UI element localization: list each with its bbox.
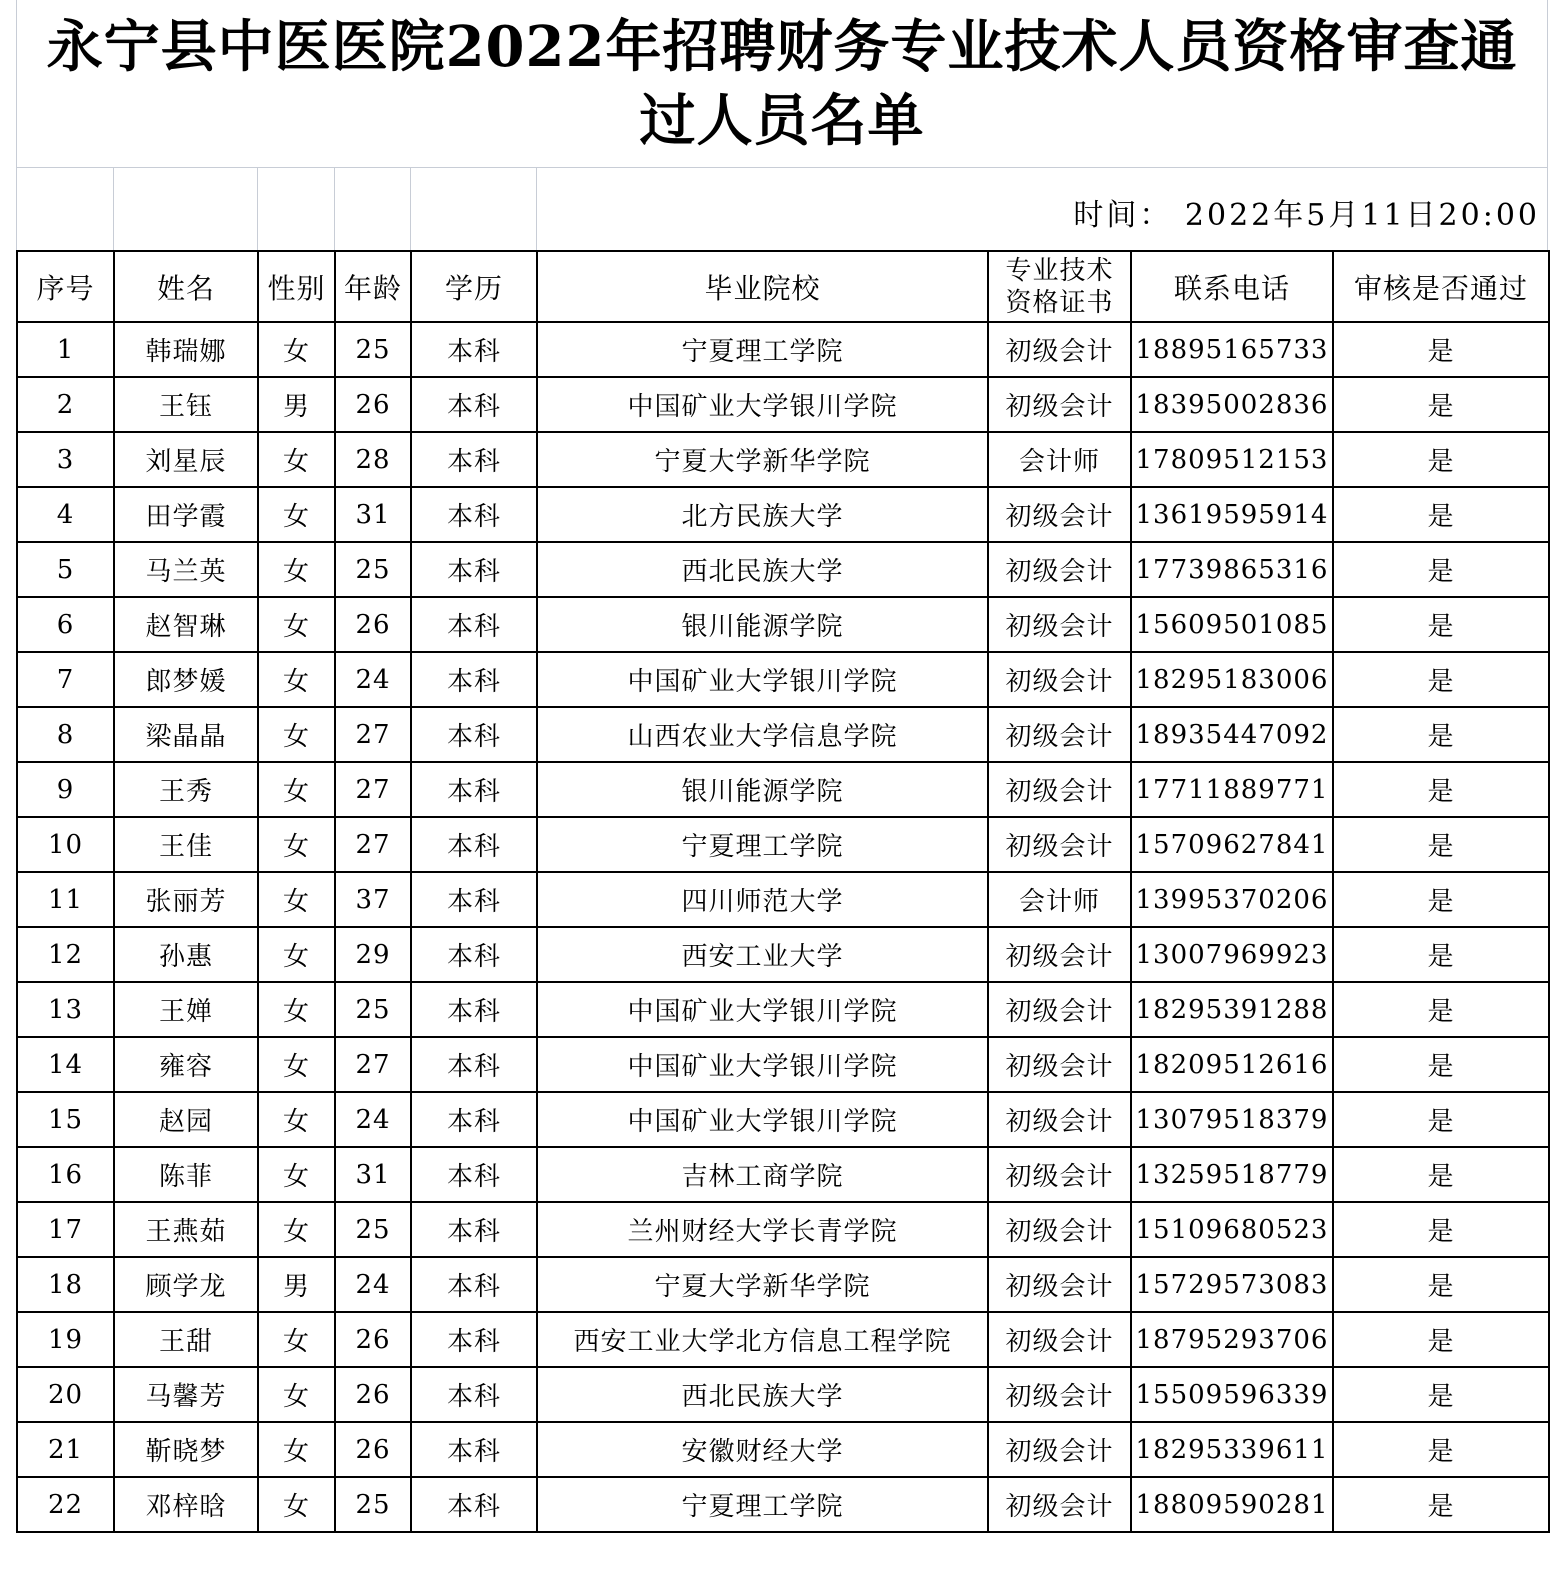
table-row <box>17 1312 1549 1367</box>
cell-school: 吉林工商学院 <box>537 1147 988 1202</box>
cell-name: 王婵 <box>114 982 258 1037</box>
cell-certificate: 初级会计 <box>988 762 1131 817</box>
cell-phone: 15729573083 <box>1131 1257 1333 1312</box>
roster-body <box>17 322 1549 1532</box>
cell-phone: 13007969923 <box>1131 927 1333 982</box>
cell-school: 银川能源学院 <box>537 597 988 652</box>
cell-education: 本科 <box>411 1147 537 1202</box>
cell-certificate: 初级会计 <box>988 487 1131 542</box>
grid-line <box>1547 168 1548 250</box>
cell-certificate: 初级会计 <box>988 817 1131 872</box>
header-certificate-line-1: 专业技术 <box>1005 255 1114 286</box>
cell-certificate: 初级会计 <box>988 1422 1131 1477</box>
cell-phone: 18295391288 <box>1131 982 1333 1037</box>
cell-education: 本科 <box>411 1422 537 1477</box>
cell-passed: 是 <box>1333 1477 1549 1532</box>
cell-education: 本科 <box>411 982 537 1037</box>
cell-school: 西北民族大学 <box>537 1367 988 1422</box>
cell-school: 山西农业大学信息学院 <box>537 707 988 762</box>
header-certificate <box>988 251 1131 322</box>
header-age: 年龄 <box>335 251 411 322</box>
cell-name: 马兰英 <box>114 542 258 597</box>
cell-seq: 3 <box>17 432 114 487</box>
cell-education: 本科 <box>411 1037 537 1092</box>
cell-certificate: 初级会计 <box>988 322 1131 377</box>
cell-gender: 男 <box>258 377 335 432</box>
time-row <box>16 168 1548 250</box>
cell-phone: 15709627841 <box>1131 817 1333 872</box>
cell-age: 31 <box>335 487 411 542</box>
cell-phone: 13619595914 <box>1131 487 1333 542</box>
cell-seq: 16 <box>17 1147 114 1202</box>
cell-passed: 是 <box>1333 927 1549 982</box>
cell-education: 本科 <box>411 1312 537 1367</box>
page-title-line-2: 过人员名单 <box>639 88 925 154</box>
cell-passed: 是 <box>1333 652 1549 707</box>
cell-school: 西北民族大学 <box>537 542 988 597</box>
cell-education: 本科 <box>411 817 537 872</box>
cell-name: 顾学龙 <box>114 1257 258 1312</box>
grid-line <box>16 168 17 250</box>
cell-education: 本科 <box>411 1092 537 1147</box>
cell-seq: 1 <box>17 322 114 377</box>
cell-school: 中国矿业大学银川学院 <box>537 377 988 432</box>
cell-gender: 女 <box>258 1477 335 1532</box>
cell-name: 刘星辰 <box>114 432 258 487</box>
cell-education: 本科 <box>411 542 537 597</box>
cell-certificate: 初级会计 <box>988 982 1131 1037</box>
title-block <box>16 0 1548 168</box>
cell-education: 本科 <box>411 652 537 707</box>
cell-name: 梁晶晶 <box>114 707 258 762</box>
cell-school: 中国矿业大学银川学院 <box>537 1037 988 1092</box>
cell-passed: 是 <box>1333 762 1549 817</box>
cell-gender: 女 <box>258 1037 335 1092</box>
cell-passed: 是 <box>1333 1037 1549 1092</box>
cell-phone: 17739865316 <box>1131 542 1333 597</box>
table-row <box>17 597 1549 652</box>
cell-name: 张丽芳 <box>114 872 258 927</box>
cell-seq: 7 <box>17 652 114 707</box>
cell-phone: 13259518779 <box>1131 1147 1333 1202</box>
cell-seq: 10 <box>17 817 114 872</box>
cell-age: 26 <box>335 377 411 432</box>
cell-seq: 11 <box>17 872 114 927</box>
cell-name: 赵智琳 <box>114 597 258 652</box>
cell-age: 27 <box>335 1037 411 1092</box>
cell-name: 王钰 <box>114 377 258 432</box>
cell-gender: 女 <box>258 1147 335 1202</box>
cell-passed: 是 <box>1333 1312 1549 1367</box>
cell-phone: 15109680523 <box>1131 1202 1333 1257</box>
cell-education: 本科 <box>411 872 537 927</box>
cell-name: 王甜 <box>114 1312 258 1367</box>
cell-passed: 是 <box>1333 817 1549 872</box>
cell-seq: 19 <box>17 1312 114 1367</box>
table-row <box>17 1257 1549 1312</box>
cell-certificate: 初级会计 <box>988 652 1131 707</box>
cell-name: 马馨芳 <box>114 1367 258 1422</box>
cell-passed: 是 <box>1333 1147 1549 1202</box>
roster-sheet <box>16 0 1548 1556</box>
cell-passed: 是 <box>1333 1257 1549 1312</box>
cell-age: 25 <box>335 322 411 377</box>
cell-education: 本科 <box>411 1257 537 1312</box>
cell-age: 28 <box>335 432 411 487</box>
grid-line <box>536 168 537 250</box>
cell-certificate: 会计师 <box>988 432 1131 487</box>
cell-age: 27 <box>335 817 411 872</box>
cell-age: 27 <box>335 762 411 817</box>
cell-phone: 18295183006 <box>1131 652 1333 707</box>
cell-school: 宁夏大学新华学院 <box>537 432 988 487</box>
cell-education: 本科 <box>411 597 537 652</box>
cell-certificate: 初级会计 <box>988 1037 1131 1092</box>
cell-school: 中国矿业大学银川学院 <box>537 652 988 707</box>
cell-seq: 22 <box>17 1477 114 1532</box>
cell-age: 31 <box>335 1147 411 1202</box>
cell-gender: 女 <box>258 432 335 487</box>
cell-passed: 是 <box>1333 1367 1549 1422</box>
header-name: 姓名 <box>114 251 258 322</box>
table-row <box>17 487 1549 542</box>
cell-age: 24 <box>335 652 411 707</box>
cell-gender: 女 <box>258 597 335 652</box>
grid-line <box>334 168 335 250</box>
page-title-line-1: 永宁县中医医院2022年招聘财务专业技术人员资格审查通 <box>46 14 1518 80</box>
cell-gender: 女 <box>258 542 335 597</box>
timestamp: 时间： 2022年5月11日20:00 <box>1073 198 1540 233</box>
cell-name: 韩瑞娜 <box>114 322 258 377</box>
grid-line <box>410 168 411 250</box>
table-row <box>17 1367 1549 1422</box>
cell-seq: 20 <box>17 1367 114 1422</box>
cell-name: 王秀 <box>114 762 258 817</box>
table-row <box>17 1037 1549 1092</box>
header-school: 毕业院校 <box>537 251 988 322</box>
cell-name: 陈菲 <box>114 1147 258 1202</box>
table-row <box>17 872 1549 927</box>
cell-age: 24 <box>335 1257 411 1312</box>
table-row <box>17 762 1549 817</box>
cell-gender: 女 <box>258 652 335 707</box>
cell-gender: 女 <box>258 1367 335 1422</box>
cell-name: 王佳 <box>114 817 258 872</box>
table-row <box>17 322 1549 377</box>
cell-school: 中国矿业大学银川学院 <box>537 1092 988 1147</box>
cell-seq: 15 <box>17 1092 114 1147</box>
cell-school: 西安工业大学北方信息工程学院 <box>537 1312 988 1367</box>
cell-phone: 18935447092 <box>1131 707 1333 762</box>
cell-name: 赵园 <box>114 1092 258 1147</box>
cell-passed: 是 <box>1333 377 1549 432</box>
cell-passed: 是 <box>1333 1202 1549 1257</box>
cell-phone: 15509596339 <box>1131 1367 1333 1422</box>
cell-name: 王燕茹 <box>114 1202 258 1257</box>
cell-age: 25 <box>335 542 411 597</box>
cell-phone: 18209512616 <box>1131 1037 1333 1092</box>
cell-seq: 2 <box>17 377 114 432</box>
cell-school: 宁夏理工学院 <box>537 322 988 377</box>
cell-gender: 女 <box>258 1202 335 1257</box>
cell-age: 26 <box>335 1422 411 1477</box>
cell-school: 四川师范大学 <box>537 872 988 927</box>
cell-certificate: 初级会计 <box>988 1092 1131 1147</box>
header-seq: 序号 <box>17 251 114 322</box>
cell-passed: 是 <box>1333 487 1549 542</box>
cell-name: 孙惠 <box>114 927 258 982</box>
cell-age: 37 <box>335 872 411 927</box>
cell-certificate: 会计师 <box>988 872 1131 927</box>
cell-seq: 12 <box>17 927 114 982</box>
cell-education: 本科 <box>411 377 537 432</box>
cell-phone: 13995370206 <box>1131 872 1333 927</box>
cell-name: 郎梦媛 <box>114 652 258 707</box>
cell-phone: 17809512153 <box>1131 432 1333 487</box>
cell-phone: 18795293706 <box>1131 1312 1333 1367</box>
cell-passed: 是 <box>1333 1422 1549 1477</box>
cell-certificate: 初级会计 <box>988 597 1131 652</box>
cell-school: 兰州财经大学长青学院 <box>537 1202 988 1257</box>
cell-seq: 14 <box>17 1037 114 1092</box>
cell-gender: 女 <box>258 1312 335 1367</box>
cell-phone: 18809590281 <box>1131 1477 1333 1532</box>
cell-age: 27 <box>335 707 411 762</box>
cell-education: 本科 <box>411 487 537 542</box>
cell-passed: 是 <box>1333 322 1549 377</box>
cell-gender: 女 <box>258 1422 335 1477</box>
table-row <box>17 377 1549 432</box>
cell-passed: 是 <box>1333 872 1549 927</box>
cell-gender: 女 <box>258 982 335 1037</box>
cell-age: 25 <box>335 1202 411 1257</box>
cell-phone: 17711889771 <box>1131 762 1333 817</box>
cell-certificate: 初级会计 <box>988 1477 1131 1532</box>
cell-certificate: 初级会计 <box>988 927 1131 982</box>
cell-gender: 女 <box>258 322 335 377</box>
cell-school: 北方民族大学 <box>537 487 988 542</box>
cell-age: 26 <box>335 597 411 652</box>
table-row <box>17 1202 1549 1257</box>
table-row <box>17 1422 1549 1477</box>
cell-gender: 男 <box>258 1257 335 1312</box>
table-row <box>17 652 1549 707</box>
table-row <box>17 542 1549 597</box>
cell-school: 宁夏理工学院 <box>537 1477 988 1532</box>
header-gender: 性别 <box>258 251 335 322</box>
cell-certificate: 初级会计 <box>988 542 1131 597</box>
cell-age: 26 <box>335 1312 411 1367</box>
cell-passed: 是 <box>1333 597 1549 652</box>
cell-education: 本科 <box>411 707 537 762</box>
cell-school: 西安工业大学 <box>537 927 988 982</box>
cell-certificate: 初级会计 <box>988 707 1131 762</box>
cell-phone: 18895165733 <box>1131 322 1333 377</box>
cell-age: 25 <box>335 982 411 1037</box>
header-row <box>17 251 1549 322</box>
table-row <box>17 1092 1549 1147</box>
cell-school: 宁夏理工学院 <box>537 817 988 872</box>
cell-gender: 女 <box>258 707 335 762</box>
cell-passed: 是 <box>1333 542 1549 597</box>
cell-education: 本科 <box>411 927 537 982</box>
cell-passed: 是 <box>1333 1092 1549 1147</box>
cell-education: 本科 <box>411 322 537 377</box>
cell-phone: 13079518379 <box>1131 1092 1333 1147</box>
cell-seq: 17 <box>17 1202 114 1257</box>
cell-passed: 是 <box>1333 982 1549 1037</box>
cell-school: 银川能源学院 <box>537 762 988 817</box>
cell-gender: 女 <box>258 817 335 872</box>
cell-certificate: 初级会计 <box>988 1257 1131 1312</box>
header-passed: 审核是否通过 <box>1333 251 1549 322</box>
cell-certificate: 初级会计 <box>988 1312 1131 1367</box>
roster-table <box>16 250 1550 1533</box>
cell-seq: 5 <box>17 542 114 597</box>
grid-line <box>113 168 114 250</box>
cell-seq: 21 <box>17 1422 114 1477</box>
table-row <box>17 982 1549 1037</box>
cell-seq: 4 <box>17 487 114 542</box>
cell-phone: 18295339611 <box>1131 1422 1333 1477</box>
table-row <box>17 707 1549 762</box>
table-row <box>17 817 1549 872</box>
cell-name: 田学霞 <box>114 487 258 542</box>
cell-certificate: 初级会计 <box>988 1147 1131 1202</box>
cell-age: 24 <box>335 1092 411 1147</box>
cell-certificate: 初级会计 <box>988 1202 1131 1257</box>
cell-phone: 18395002836 <box>1131 377 1333 432</box>
cell-education: 本科 <box>411 1202 537 1257</box>
cell-gender: 女 <box>258 927 335 982</box>
cell-certificate: 初级会计 <box>988 1367 1131 1422</box>
cell-education: 本科 <box>411 432 537 487</box>
cell-seq: 6 <box>17 597 114 652</box>
cell-name: 雍容 <box>114 1037 258 1092</box>
table-row <box>17 1477 1549 1532</box>
cell-passed: 是 <box>1333 707 1549 762</box>
cell-school: 宁夏大学新华学院 <box>537 1257 988 1312</box>
cell-education: 本科 <box>411 1477 537 1532</box>
cell-gender: 女 <box>258 487 335 542</box>
cell-age: 25 <box>335 1477 411 1532</box>
cell-school: 中国矿业大学银川学院 <box>537 982 988 1037</box>
cell-seq: 9 <box>17 762 114 817</box>
cell-age: 26 <box>335 1367 411 1422</box>
cell-name: 靳晓梦 <box>114 1422 258 1477</box>
cell-age: 29 <box>335 927 411 982</box>
cell-name: 邓梓晗 <box>114 1477 258 1532</box>
table-row <box>17 1147 1549 1202</box>
header-certificate-line-2: 资格证书 <box>1005 287 1114 318</box>
table-row <box>17 432 1549 487</box>
cell-certificate: 初级会计 <box>988 377 1131 432</box>
cell-seq: 8 <box>17 707 114 762</box>
cell-education: 本科 <box>411 1367 537 1422</box>
cell-gender: 女 <box>258 872 335 927</box>
table-row <box>17 927 1549 982</box>
grid-line <box>257 168 258 250</box>
cell-school: 安徽财经大学 <box>537 1422 988 1477</box>
cell-phone: 15609501085 <box>1131 597 1333 652</box>
cell-passed: 是 <box>1333 432 1549 487</box>
cell-gender: 女 <box>258 1092 335 1147</box>
cell-gender: 女 <box>258 762 335 817</box>
header-education: 学历 <box>411 251 537 322</box>
header-phone: 联系电话 <box>1131 251 1333 322</box>
cell-seq: 13 <box>17 982 114 1037</box>
cell-seq: 18 <box>17 1257 114 1312</box>
cell-education: 本科 <box>411 762 537 817</box>
